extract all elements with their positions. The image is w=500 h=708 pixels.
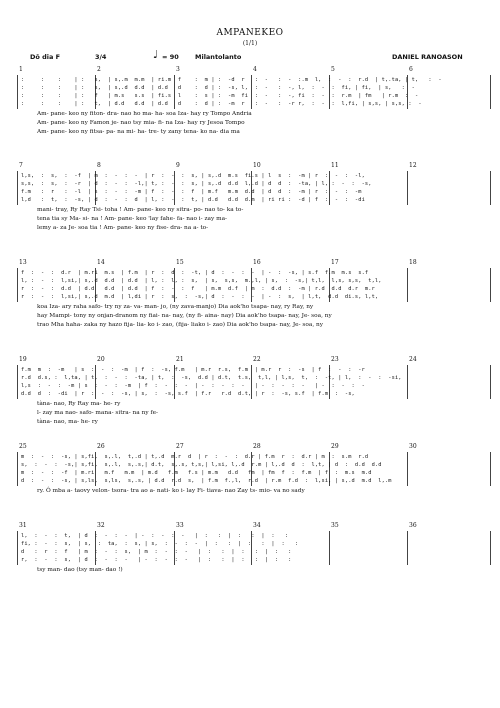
measure-number: 12 — [409, 162, 417, 169]
lyric-line: trao Mha haha- zaka ny hazo fija- lia- ko i- zao, (fija- liako i- zao) Dia aok'ho tsapa- nay, Je- soa, ny — [37, 322, 324, 328]
measure-number: 3 — [176, 66, 180, 73]
measure-number: 8 — [97, 162, 101, 169]
lyric-line: koa Iza- ary raha safo- try ny za- va- man- jo, (ny zava-manjo) Dia aok'ho tsapa- nay, ry Ray, ny — [37, 304, 314, 310]
lyric-line: hay Mampi- tony ny onjan-dranom ny fiai- na- nay, (ny fi- aina- nay) Dia aok'ho tsapa- nay, Je- soa, ny — [37, 313, 332, 319]
solfa-voice-line: d.d d : -di | r : - : -s, | s, : -s, s.f | f.r r.d d.t, | r : -s, s.f | f.m : -s, — [21, 391, 355, 397]
measure-number: 18 — [409, 259, 417, 266]
lyric-line: tàna- nao, Ry Ray ma- he- ry — [37, 401, 121, 407]
score-system — [17, 356, 490, 440]
measure-number: 27 — [176, 443, 184, 450]
solfa-voice-line: r, : - : s, | d : - : - | - : - : - | : : | : : | : : — [21, 557, 292, 563]
tempo-marking: = 90 — [162, 53, 179, 61]
barline — [490, 75, 491, 109]
measure-number: 4 — [253, 66, 257, 73]
solfa-voice-line: s, : - : -s,| s,fi, s,.l, s,.s,| d.t, s,.s, t,s,| l,si, l,.d r.m | l,.d d : l,t, | d : d.d d.d — [21, 462, 382, 468]
solfa-voice-line: : : : | : s, | s,.m m.m | ri.m f : m | : -d r : - : - :.m l, : - : r.d | t,.ta, | t, : - — [21, 77, 442, 83]
measure-number: 22 — [253, 356, 261, 363]
measure-number: 30 — [409, 443, 417, 450]
lyric-line: lemy a- za Je- soa tia ! Am- pane- keo ny fise- dra- na a- to- — [37, 225, 209, 231]
page-indicator: (1/1) — [242, 40, 258, 47]
solfa-voice-line: fi, : - : s, | s, : ta, : s, | s, : - : - | : : | : : | : : — [21, 541, 299, 547]
score-system — [17, 522, 490, 606]
solfa-voice-line: : : : | : s, | s,.d d.d | d.d d : d | : -s, l, : - : -, l, : - : fi, | fi, | s, : - — [21, 85, 416, 91]
solfa-voice-line: l,s, : s, : -f | m : - : - | r : - : s, | s,.d m.s fi.s | l s : -m | r : - : -l, — [21, 173, 365, 179]
measure-number: 36 — [409, 522, 417, 529]
barline — [490, 531, 491, 565]
barline — [490, 171, 491, 205]
solfa-voice-line: l,d : t, : -s, | d : - : d | l, : - : t, | d.d d.d d.m | ri ri : -d | f : - : -di — [21, 197, 365, 203]
measure-number: 25 — [19, 443, 27, 450]
measure-number: 23 — [331, 356, 339, 363]
solfa-voice-line: r : - : d.d | d.d d.d | d.d | f : - : f | m.m d.f | m : d.d : -m | r.d d.d d.r m.r — [21, 286, 375, 292]
solfa-voice-line: : : : | : t, | d.d d.d | d.d d : d | : -m r : - : -r r, : - : l,fi, | s,s, | s,s, : - — [21, 101, 422, 107]
measure-number: 17 — [331, 259, 339, 266]
lyric-line: tsy man- dao (tsy man- dao !) — [37, 567, 123, 573]
measure-number: 14 — [97, 259, 105, 266]
measure-number: 32 — [97, 522, 105, 529]
score-system — [17, 66, 490, 150]
lyric-line: ry. Ô mba a- taovy velon- tsora- tra ao a- nati- ko i- lay Fi- tiava- nao Zay ts- mio- va no sady — [37, 488, 305, 494]
solfa-voice-line: : : : | : f | m.s s.s | fi.s l : s | : -m fi : - : -, fi : - : r.m | fm | r.m : - — [21, 93, 419, 99]
solfa-voice-line: m : - : -s, | s,fi, s,.l, t,.d | t,.d m.r d | r : - : d.r | f.m r : d.r | m : s.m r.d — [21, 454, 369, 460]
score-system — [17, 443, 490, 527]
solfa-voice-line: r : - : l,si,| s,.d m.d | l,di | r : s, : -s,| d : - : - | - : s, | l,t, d.d di.s, l,t, — [21, 294, 379, 300]
lyric-line: tena tia sy Ma- si- na ! Am- pane- keo 'lay fahe- fa- nao i- zay ma- — [37, 216, 227, 222]
solfa-voice-line: d : - : -s, | s,ls, s,ls, s,.s, | d.d r.d s, | f.m f.,l, r.d | r.m f.d : l,si, | s,.d m.d l,.m — [21, 478, 392, 484]
barline — [490, 268, 491, 302]
solfa-voice-line: d : r : f | m : - : s, | m : - : - | : : | : : | : : — [21, 549, 292, 555]
solfa-voice-line: l,s : - : -m | s : - : -m | f : - : - | - : - : - | - : - : - | - : - : - — [21, 383, 365, 389]
measure-number: 31 — [19, 522, 27, 529]
solfa-voice-line: f : - : d.r | m.ri m.s | f.m | r : d : -t, | d : - : - | - : -s, | s.f f.m m.s s.f — [21, 270, 369, 276]
composer-name: DANIEL RANOASON — [392, 53, 463, 61]
measure-number: 9 — [176, 162, 180, 169]
measure-number: 34 — [253, 522, 261, 529]
measure-number: 11 — [331, 162, 339, 169]
lyric-line: mani- tray, Ry Ray Tsi- toha ! Am- pane- keo ny sitra- po- nao to- ka to- — [37, 207, 244, 213]
song-title: AMPANEKEO — [216, 28, 284, 38]
lyric-line: Am- pane- keo ny fiton- dra- nao ho ma- ha- soa Iza- hay ry Tompo Andria — [37, 111, 252, 117]
solfa-voice-line: f.m m : -m | s : - : -m | f : -s, f.m | m.r r.s, f.m | m.r r : -s | f : - : -r — [21, 367, 365, 373]
barline — [490, 452, 491, 486]
time-signature: 3/4 — [95, 53, 107, 61]
solfa-voice-line: r.d d.s, : l,ta, | t, : - : -ta, | t, : -s, d.d | d.t, t.s, t,l, | l,s, t, : -t, | l, : - : -si, — [21, 375, 402, 381]
measure-number: 35 — [331, 522, 339, 529]
score-system — [17, 162, 490, 246]
measure-number: 5 — [331, 66, 335, 73]
measure-number: 6 — [409, 66, 413, 73]
key-signature: Dô dia F — [30, 53, 61, 61]
measure-number: 10 — [253, 162, 261, 169]
measure-number: 7 — [19, 162, 23, 169]
solfa-voice-line: m : - : -f | m.ri m.f m.m | m.d f.m f.s | m.m d.d fm | fm f : f.m | f : m.s m.d — [21, 470, 372, 476]
measure-number: 1 — [19, 66, 23, 73]
solfa-voice-line: l, : - : l,si,| s,.d d.d | d.d | l, : l, : s, | s, s,s, m.,l, | s, : -s,| t,l, l,s, s,s, t,l, — [21, 278, 382, 284]
measure-number: 13 — [19, 259, 27, 266]
measure-number: 19 — [19, 356, 27, 363]
measure-number: 21 — [176, 356, 184, 363]
measure-number: 33 — [176, 522, 184, 529]
lyric-line: Am- pane- keo ny Famon je- nao tsy mia- fi- na Iza- hay ry Jesoa Tompo — [37, 120, 245, 126]
barline — [490, 365, 491, 399]
measure-number: 24 — [409, 356, 417, 363]
style-marking: Milantolanto — [195, 53, 242, 61]
quarter-note-icon: ♩ — [153, 48, 159, 61]
measure-number: 15 — [176, 259, 184, 266]
solfa-voice-line: s,s, : s, : -r | d : - : -l,| t, : - : s, | s,.d d.d l,.d | d d : -ta, | l, : - : -s, — [21, 181, 372, 187]
measure-number: 20 — [97, 356, 105, 363]
solfa-voice-line: f.m : r : -l | s : - : -m | f : - : f | m.f m.m d.d | d d : -m | r : - : -m — [21, 189, 362, 195]
measure-number: 26 — [97, 443, 105, 450]
solfa-voice-line: l, : - : t, | d : - : - | - : - : - | : : | : : | : : — [21, 533, 289, 539]
lyric-line: tàna- nao, ma- he- ry — [37, 419, 98, 425]
score-system — [17, 259, 490, 343]
measure-number: 28 — [253, 443, 261, 450]
lyric-line: Am- pane- keo ny fitsa- pa- na mi- ha- tre- ty zany tena- ko na- dia ma — [37, 129, 240, 135]
lyric-line: l- zay ma nao- safo- mana- sitra- na ny fe- — [37, 410, 158, 416]
measure-number: 29 — [331, 443, 339, 450]
measure-number: 16 — [253, 259, 261, 266]
measure-number: 2 — [97, 66, 101, 73]
